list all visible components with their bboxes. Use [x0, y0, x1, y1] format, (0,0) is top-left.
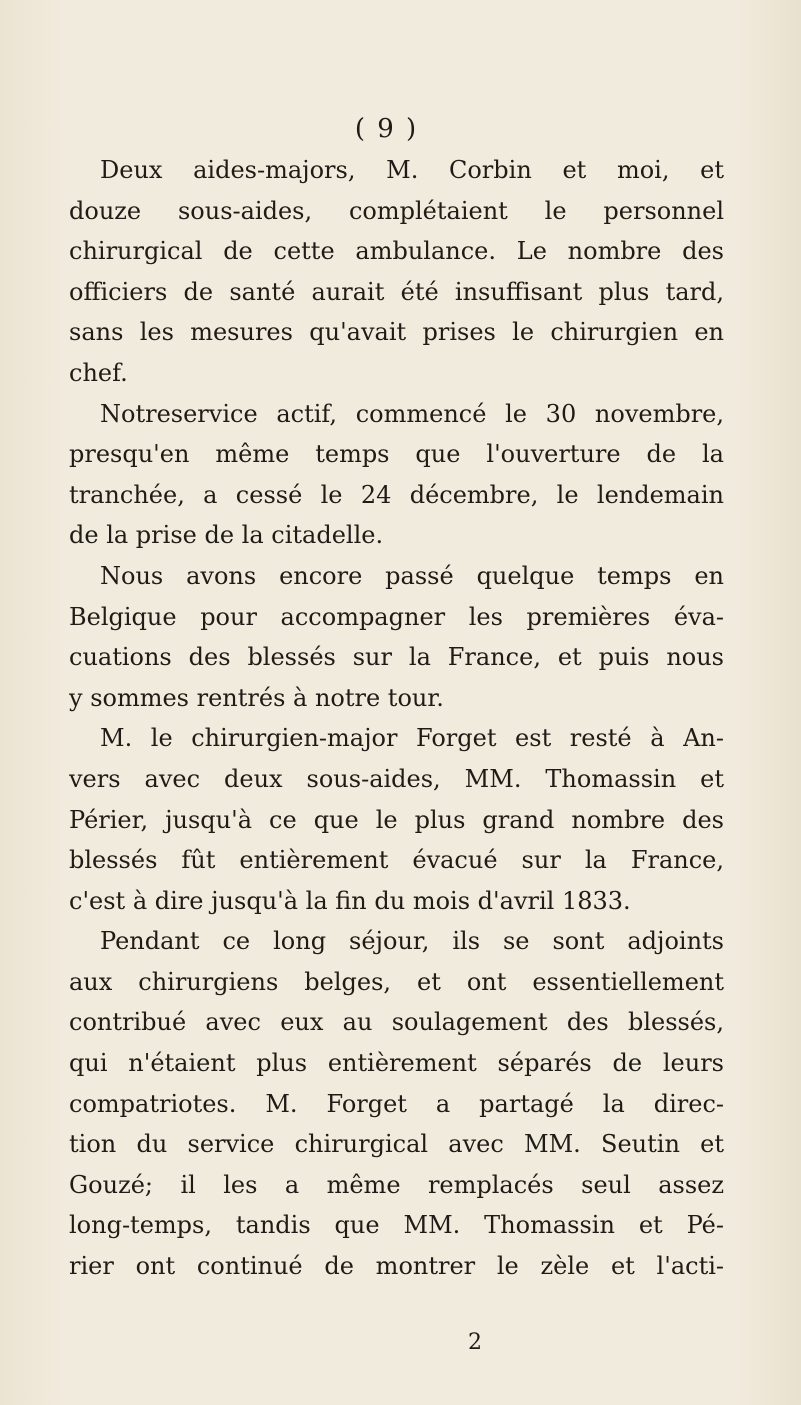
text-line-12: Belgique pour accompagner les premières éva- [69, 602, 724, 631]
text-line-19: c'est à dire jusqu'à la fin du mois d'avril 1833. [69, 886, 631, 915]
text-line-10: de la prise de la citadelle. [69, 521, 384, 550]
text-line-2: douze sous-aides, complétaient le personnel [69, 196, 724, 225]
text-line-4: officiers de santé aurait été insuffisant plus tard, [69, 277, 724, 306]
text-line-7: Notreservice actif, commencé le 30 novembre, [100, 399, 724, 428]
text-line-5: sans les mesures qu'avait prises le chirurgien en [69, 318, 724, 347]
text-line-27: long-temps, tandis que MM. Thomassin et Pé- [69, 1211, 724, 1240]
text-line-24: compatriotes. M. Forget a partagé la direc- [69, 1089, 724, 1118]
text-line-13: cuations des blessés sur la France, et puis nous [69, 643, 724, 672]
text-line-18: blessés fût entièrement évacué sur la France, [69, 846, 724, 875]
text-line-15: M. le chirurgien-major Forget est resté à An- [100, 724, 724, 753]
text-line-8: presqu'en même temps que l'ouverture de la [69, 440, 724, 469]
text-line-26: Gouzé; il les a même remplacés seul assez [69, 1170, 724, 1199]
text-line-21: aux chirurgiens belges, et ont essentiellement [69, 967, 724, 996]
text-line-23: qui n'étaient plus entièrement séparés de leurs [69, 1049, 724, 1078]
text-line-3: chirurgical de cette ambulance. Le nombre des [69, 237, 724, 266]
page-number: ( 9 ) [354, 114, 419, 144]
text-line-16: vers avec deux sous-aides, MM. Thomassin et [69, 764, 724, 793]
text-line-6: chef. [69, 358, 128, 387]
text-line-14: y sommes rentrés à notre tour. [69, 683, 444, 712]
text-line-11: Nous avons encore passé quelque temps en [100, 561, 724, 590]
signature-mark: 2 [468, 1330, 482, 1355]
text-line-28: rier ont continué de montrer le zèle et l'acti- [69, 1252, 724, 1281]
text-line-9: tranchée, a cessé le 24 décembre, le lendemain [69, 480, 724, 509]
body-text [69, 150, 724, 1287]
text-line-25: tion du service chirurgical avec MM. Seutin et [69, 1130, 724, 1159]
text-line-1: Deux aides-majors, M. Corbin et moi, et [100, 156, 724, 184]
text-line-22: contribué avec eux au soulagement des blessés, [69, 1008, 724, 1037]
text-line-17: Périer, jusqu'à ce que le plus grand nombre des [69, 805, 724, 834]
text-line-20: Pendant ce long séjour, ils se sont adjoints [100, 927, 724, 956]
